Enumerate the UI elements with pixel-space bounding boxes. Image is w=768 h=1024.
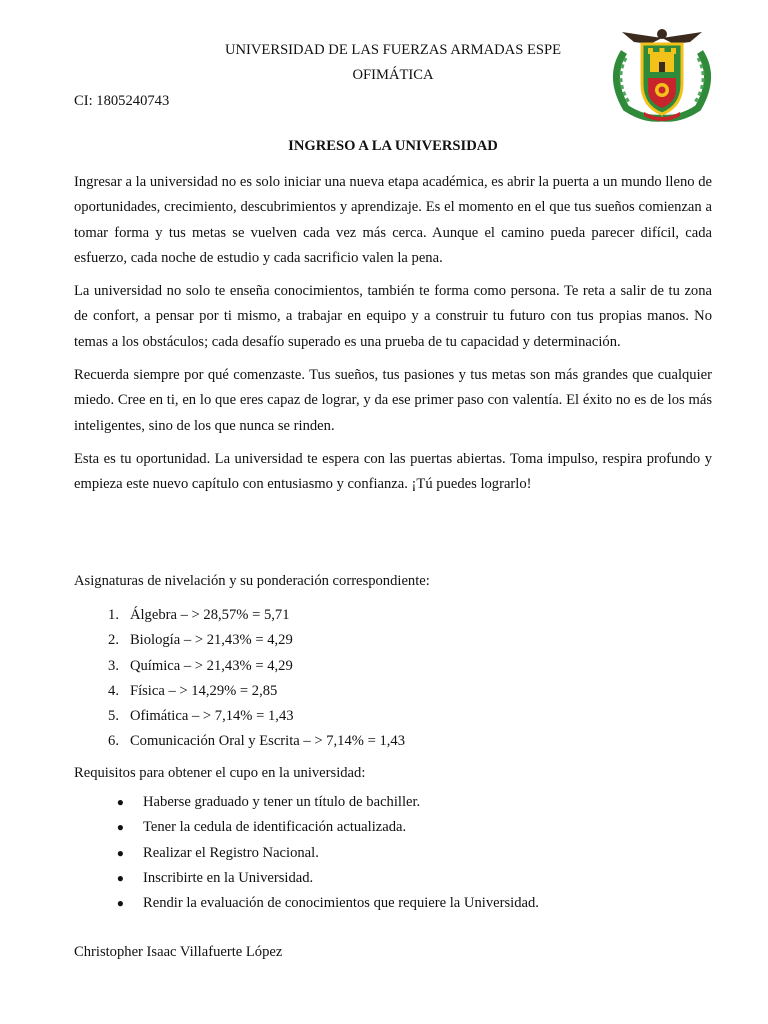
university-crest-icon xyxy=(604,22,720,122)
paragraph: Recuerda siempre por qué comenzaste. Tus sueños, tus pasiones y tus metas son más grandes que cualquier miedo. Cree en ti, en lo que eres capaz de lograr, y da ese primer paso con valentía. El éxito no es de los más inteligentes, sino de los que nunca se rinden. xyxy=(74,367,712,434)
requirements-list xyxy=(74,790,539,916)
subjects-heading: Asignaturas de nivelación y su ponderación correspondiente: xyxy=(74,573,430,589)
subjects-list xyxy=(74,603,405,755)
list-item: 2. Biología – > 21,43% = 4,29 xyxy=(108,632,293,649)
bullet-icon: ● xyxy=(116,795,124,809)
university-name: UNIVERSIDAD DE LAS FUERZAS ARMADAS ESPE xyxy=(224,42,562,58)
paragraph: Ingresar a la universidad no es solo iniciar una nueva etapa académica, es abrir la puerta a un mundo lleno de oportunidades, crecimiento, descubrimientos y aprendizaje. Es el momento en el que tus sueños comienzan a tomar forma y tus metas se vuelven cada vez más cerca. Aunque el camino pueda parecer difícil, cada esfuerzo, cada noche de estudio y cada sacrificio valen la pena. xyxy=(74,174,712,266)
list-item: 4. Física – > 14,29% = 2,85 xyxy=(108,682,278,699)
document-title: INGRESO A LA UNIVERSIDAD xyxy=(288,138,498,154)
body-text xyxy=(74,170,712,506)
bullet-icon: ● xyxy=(116,896,124,911)
paragraph: Esta es tu oportunidad. La universidad te espera con las puertas abiertas. Toma impulso, respira profundo y empieza este nuevo capítulo con entusiasmo y confianza. ¡Tú puedes lograrlo! xyxy=(74,450,712,493)
student-id: CI: 1805240743 xyxy=(74,93,170,109)
bullet-icon: ● xyxy=(116,820,124,835)
list-item: ● Haberse graduado y tener un título de bachiller. xyxy=(74,790,539,815)
list-item: 6. Comunicación Oral y Escrita – > 7,14% = 1,43 xyxy=(108,733,405,750)
list-item: 1. Álgebra – > 28,57% = 5,71 xyxy=(108,607,290,623)
list-item: ● Realizar el Registro Nacional. xyxy=(74,841,539,866)
course-name: OFIMÁTICA xyxy=(352,67,434,83)
bullet-icon: ● xyxy=(116,845,124,860)
list-item: ● Inscribirte en la Universidad. xyxy=(74,866,539,891)
author-name: Christopher Isaac Villafuerte López xyxy=(74,944,283,960)
requirements-heading: Requisitos para obtener el cupo en la universidad: xyxy=(74,765,366,781)
bullet-icon: ● xyxy=(116,870,124,885)
list-item: ● Rendir la evaluación de conocimientos que requiere la Universidad. xyxy=(74,891,539,916)
list-item: 3. Química – > 21,43% = 4,29 xyxy=(108,657,293,674)
list-item: ● Tener la cedula de identificación actualizada. xyxy=(74,815,539,840)
list-item: 5. Ofimática – > 7,14% = 1,43 xyxy=(108,708,294,725)
paragraph: La universidad no solo te enseña conocimientos, también te forma como persona. Te reta a salir de tu zona de confort, a pensar por ti mismo, a trabajar en equipo y a construir tu futuro con tus propias manos. No temas a los obstáculos; cada desafío superado es una prueba de tu capacidad y determinación. xyxy=(74,283,712,350)
